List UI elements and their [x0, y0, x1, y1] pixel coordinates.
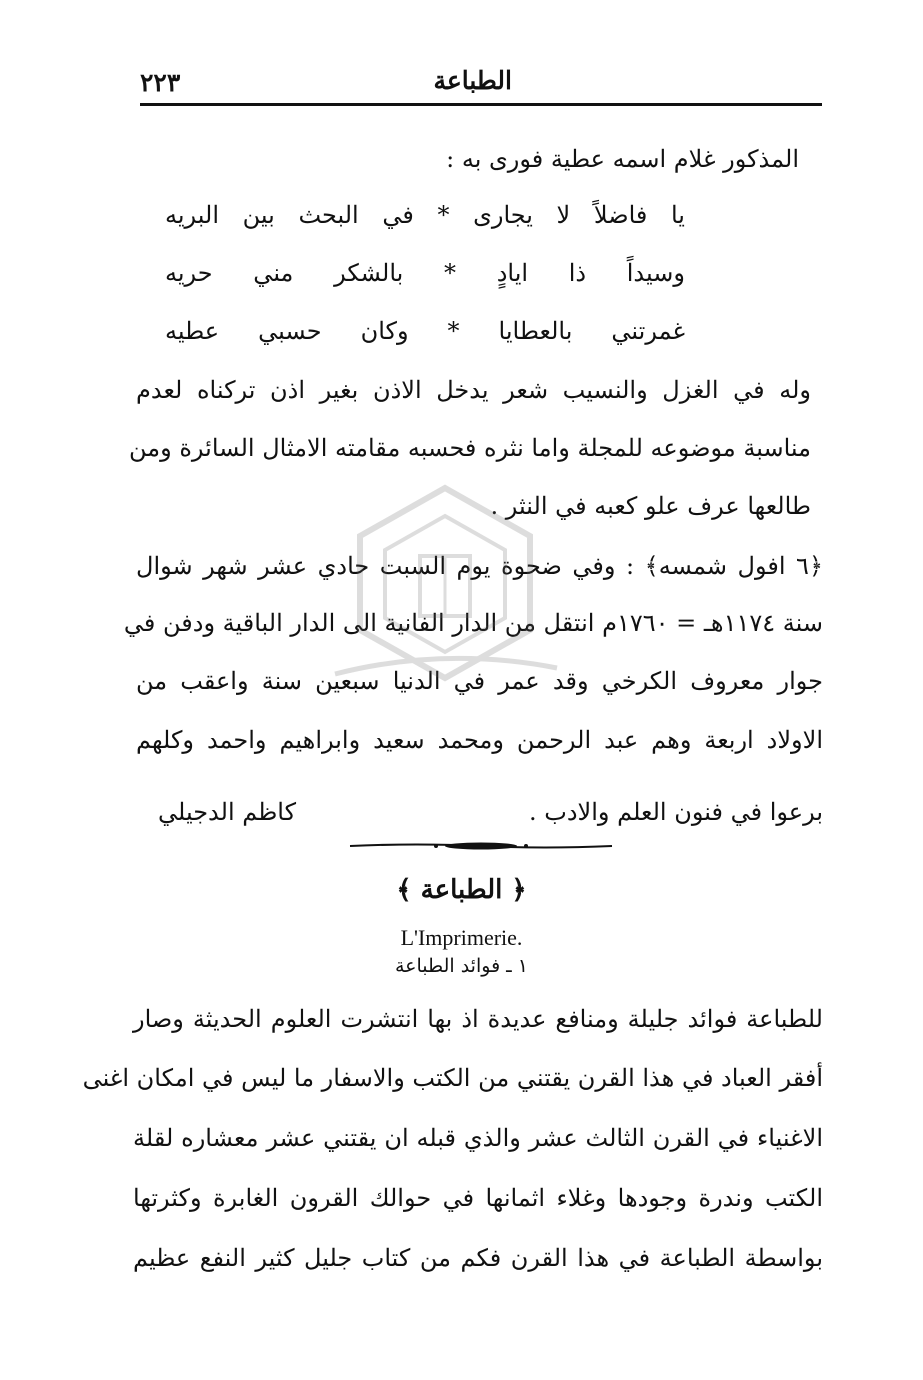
- paragraph-line: وله في الغزل والنسيب شعر يدخل الاذن بغير اذن تركناه لعدم: [136, 376, 811, 404]
- paragraph-line: الاولاد اربعة وهم عبد الرحمن ومحمد سعيد وابراهيم واحمد وكلهم: [136, 726, 823, 754]
- verse-second-hemistich: وكان حسبي عطيه: [165, 317, 409, 345]
- author-signature: كاظم الدجيلي: [158, 798, 297, 826]
- section-subtitle: ١ ـ فوائد الطباعة: [394, 955, 529, 977]
- page-number: ٢٢٣: [140, 68, 181, 97]
- verse-line: [165, 255, 685, 291]
- verse-line: [165, 313, 685, 349]
- paragraph-line: للطباعة فوائد جليلة ومنافع عديدة اذ بها انتشرت العلوم الحديثة وصار: [133, 1005, 823, 1033]
- paragraph-line: طالعها عرف علو كعبه في النثر .: [490, 492, 811, 520]
- verse-second-hemistich: في البحث بين البريه: [165, 201, 414, 229]
- section-title: ﴿ الطباعة ﴾: [396, 875, 527, 905]
- library-watermark-logo: [325, 478, 565, 698]
- verse-first-hemistich: وسيداً ذا ايادٍ: [496, 259, 685, 287]
- verse-separator: *: [447, 317, 460, 345]
- paragraph-line: بواسطة الطباعة في هذا القرن فكم من كتاب جليل كثير النفع عظيم: [133, 1244, 823, 1272]
- paragraph-line: الكتب وندرة وجودها وغلاء اثمانها في حوالك القرون الغابرة وكثرتها: [133, 1184, 823, 1212]
- verse-separator: *: [437, 201, 450, 229]
- verse-first-hemistich: يا فاضلاً لا يجارى: [473, 201, 685, 229]
- running-title: الطباعة: [433, 66, 512, 95]
- paragraph-line: ﴿٦ افول شمسه﴾ : وفي ضحوة يوم السبت حادي عشر شهر شوال: [136, 552, 823, 580]
- paragraph-line: مناسبة موضوعه للمجلة واما نثره فحسبه مقامته الامثال السائرة ومن: [129, 434, 811, 462]
- paragraph-line: الاغنياء في القرن الثالث عشر والذي قبله ان يقتني عشر معشاره لقلة: [133, 1124, 823, 1152]
- verse-line: [165, 197, 685, 233]
- paragraph-line: سنة ١١٧٤هـ = ١٧٦٠م انتقل من الدار الفانية الى الدار الباقية ودفن في: [123, 609, 823, 637]
- running-head: [140, 66, 822, 102]
- paragraph-line: جوار معروف الكرخي وقد عمر في الدنيا سبعين سنة واعقب من: [136, 667, 823, 695]
- paragraph-line: أفقر العباد في هذا القرن يقتني من الكتب والاسفار ما ليس في امكان اغنى: [82, 1064, 823, 1092]
- section-french-title: L'Imprimerie.: [400, 925, 523, 950]
- paragraph-line: برعوا في فنون العلم والادب .: [529, 798, 823, 826]
- verse-separator: *: [444, 259, 456, 287]
- verse-second-hemistich: بالشكر مني حريه: [165, 259, 404, 287]
- verse-first-hemistich: غمرتني بالعطايا: [498, 317, 686, 345]
- intro-line: المذكور غلام اسمه عطية فورى به :: [446, 145, 799, 173]
- ornamental-divider: [348, 838, 614, 854]
- header-rule: [140, 103, 822, 106]
